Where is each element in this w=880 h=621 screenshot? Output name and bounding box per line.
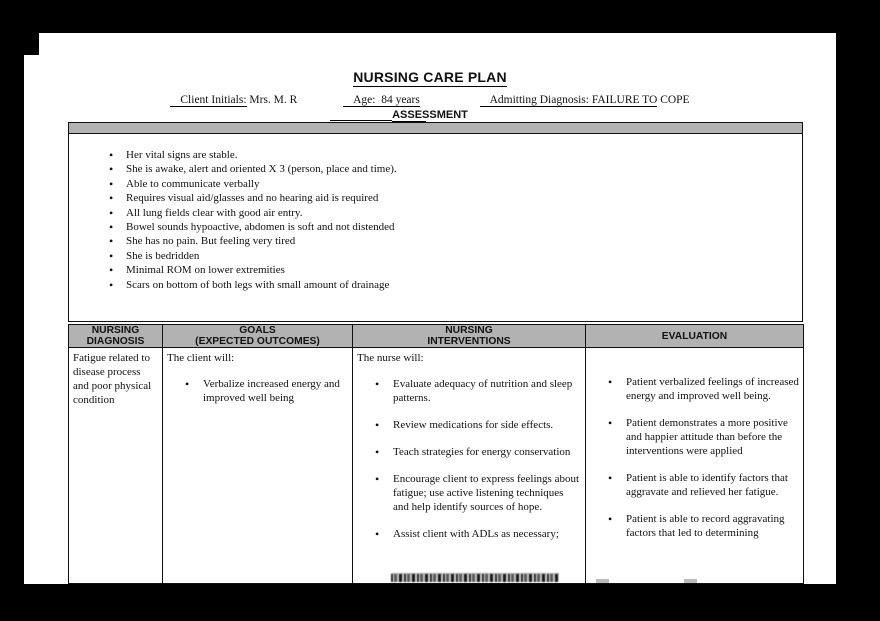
interventions-intro: The nurse will:: [357, 352, 424, 364]
intervention-item: • Assist client with ADLs as necessary;: [357, 527, 581, 541]
document-title: [24, 69, 836, 85]
intervention-item: • Encourage client to express feelings about fatigue; use active listening techniques and help identify sources of hope.: [357, 472, 581, 514]
evaluation-cell: [586, 348, 803, 583]
client-info-line: [24, 94, 836, 106]
diagnosis-text: Fatigue related to disease process and poor physical condition: [73, 352, 152, 406]
admitting-diagnosis-value-underlined: FAILURE TO: [591, 94, 658, 106]
assessment-item: • All lung fields clear with good air entry.: [93, 206, 802, 220]
assessment-item: • Scars on bottom of both legs with small amount of drainage: [93, 278, 802, 292]
column-header-evaluation: EVALUATION: [586, 325, 803, 348]
client-initials-value: Mrs. M. R: [249, 94, 298, 106]
goals-cell: [163, 348, 353, 583]
admitting-diagnosis-field: [480, 94, 658, 107]
age-field: [343, 94, 420, 107]
care-plan-table: [68, 324, 804, 584]
assessment-item: • She has no pain. But feeling very tired: [93, 234, 802, 248]
evaluation-item: • Patient is able to identify factors that aggravate and relieved her fatigue.: [590, 471, 799, 499]
column-header-nursing-interventions: NURSING INTERVENTIONS: [353, 325, 586, 348]
assessment-section-bar: [68, 122, 803, 133]
evaluation-item: • Patient is able to record aggravating factors that led to determining: [590, 512, 799, 540]
goals-intro: The client will:: [167, 352, 235, 364]
assessment-item: • Bowel sounds hypoactive, abdomen is soft and not distended: [93, 220, 802, 234]
diagnosis-cell: [69, 348, 163, 583]
clipped-text-artifact: [391, 573, 559, 582]
assessment-list: [93, 148, 802, 292]
intervention-item: • Teach strategies for energy conservation: [357, 445, 581, 459]
assessment-box: [68, 133, 803, 322]
assessment-heading: [24, 109, 836, 121]
goals-list: [167, 377, 348, 405]
clipped-text-artifact: [596, 579, 609, 583]
client-initials-label: Client Initials:: [170, 94, 246, 107]
scan-corner-artifact: [24, 33, 39, 55]
evaluation-item: • Patient verbalized feelings of increased energy and improved well being.: [590, 375, 799, 403]
age-value: 84 years: [381, 94, 420, 106]
interventions-list: [357, 377, 581, 541]
assessment-item: • Able to communicate verbally: [93, 177, 802, 191]
clipped-text-artifact: [684, 579, 697, 583]
age-label: Age:: [353, 94, 376, 106]
assessment-item: • She is awake, alert and oriented X 3 (person, place and time).: [93, 162, 802, 176]
column-header-nursing-diagnosis: NURSING DIAGNOSIS: [69, 325, 163, 348]
assessment-item: • Her vital signs are stable.: [93, 148, 802, 162]
intervention-item: • Evaluate adequacy of nutrition and sleep patterns.: [357, 377, 581, 405]
evaluation-list: [590, 375, 799, 540]
assessment-item: • Minimal ROM on lower extremities: [93, 263, 802, 277]
interventions-cell: [353, 348, 586, 583]
admitting-diagnosis-value-rest: COPE: [660, 94, 690, 106]
goal-item: • Verbalize increased energy and improved well being: [167, 377, 348, 405]
admitting-diagnosis-label: Admitting Diagnosis:: [489, 94, 589, 106]
assessment-heading-text: ASSESSMENT: [392, 109, 468, 121]
evaluation-item: • Patient demonstrates a more positive and happier attitude than before the interventions were applied: [590, 416, 799, 458]
document-title-text: NURSING CARE PLAN: [353, 69, 507, 85]
assessment-item: • She is bedridden: [93, 249, 802, 263]
intervention-item: • Review medications for side effects.: [357, 418, 581, 432]
document-page: [24, 33, 836, 584]
underline-blank: [330, 120, 392, 121]
column-header-goals: GOALS (EXPECTED OUTCOMES): [163, 325, 353, 348]
assessment-item: • Requires visual aid/glasses and no hearing aid is required: [93, 191, 802, 205]
